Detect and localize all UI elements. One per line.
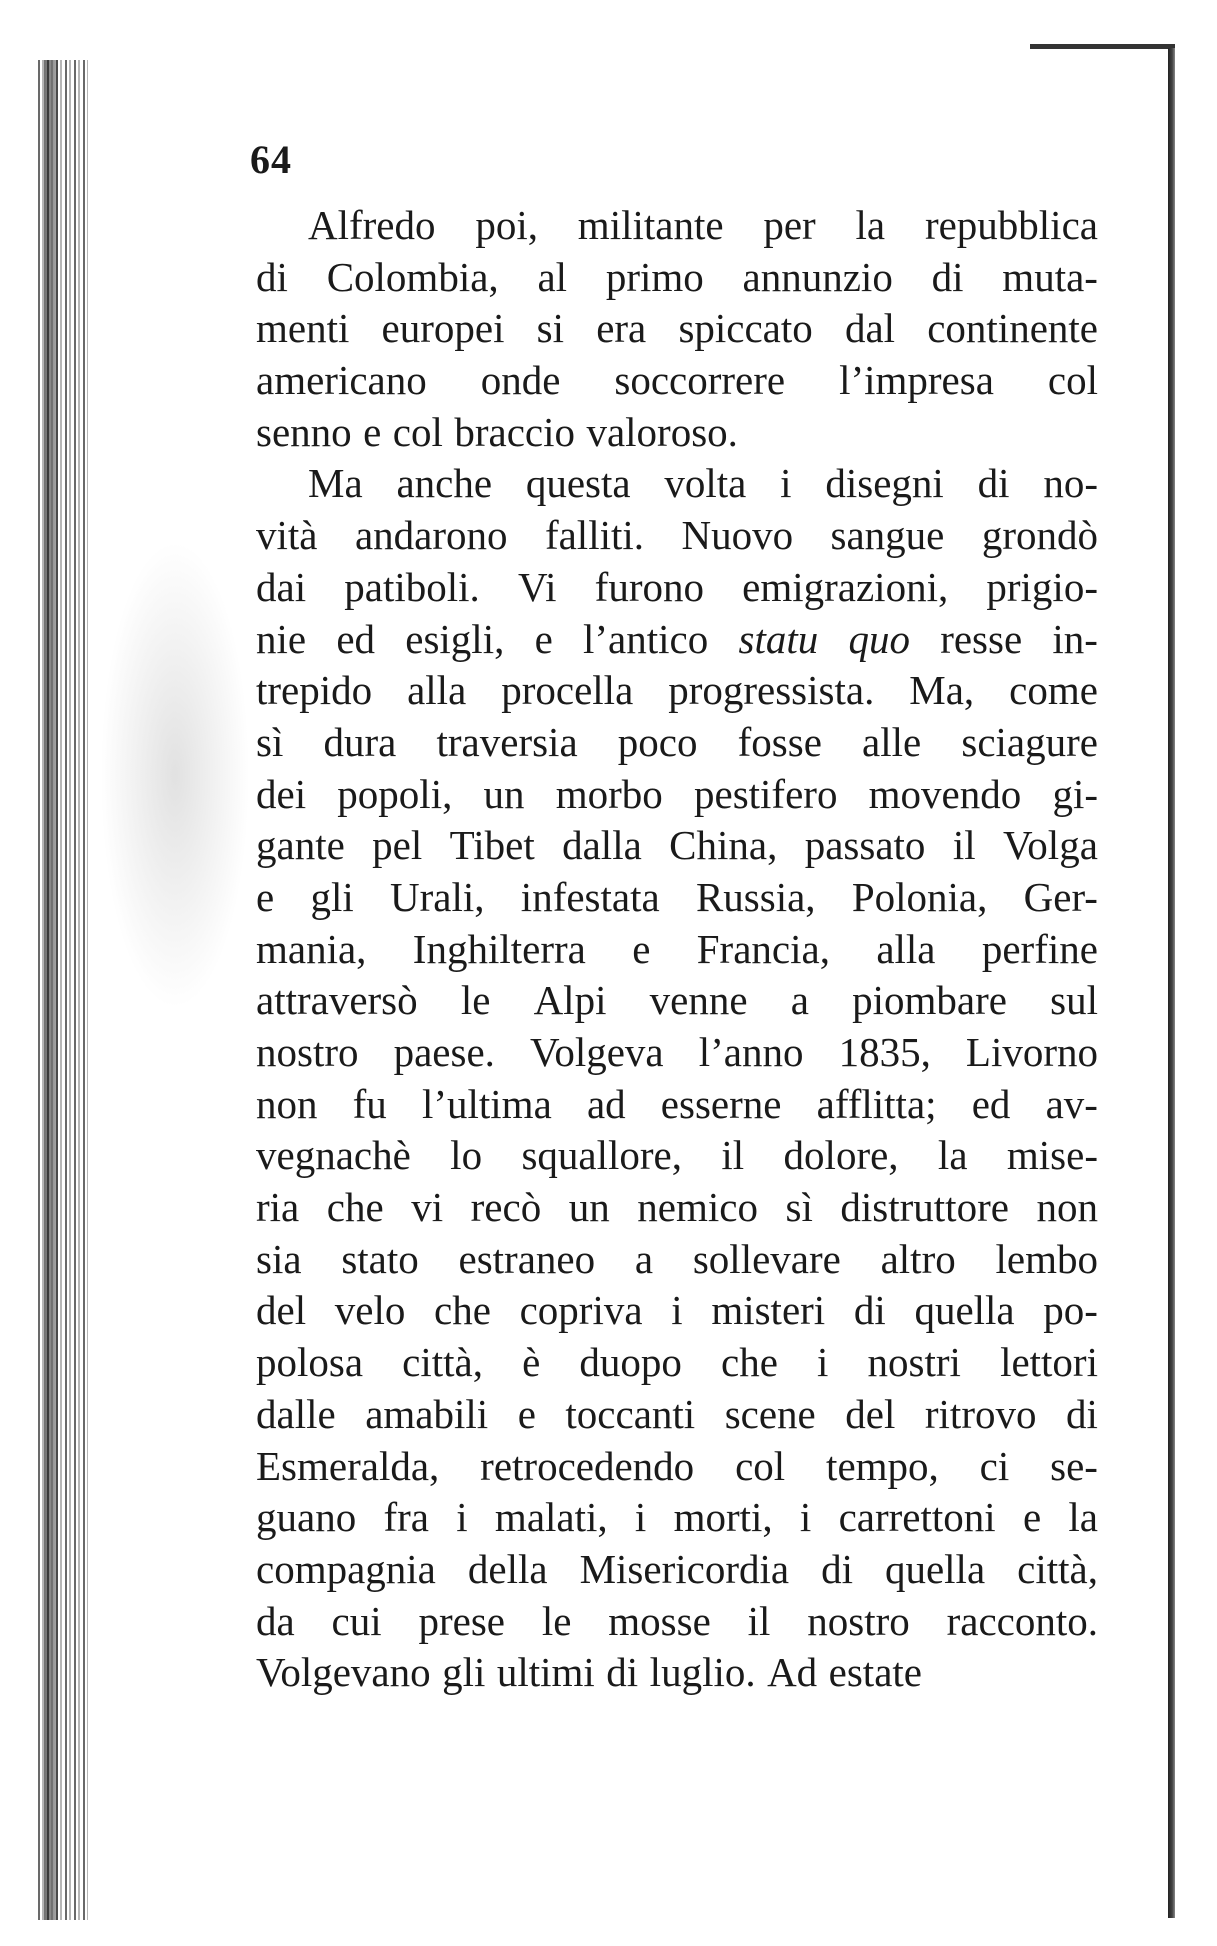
word: le bbox=[541, 1597, 572, 1644]
word: a bbox=[790, 977, 809, 1024]
word: progressista. bbox=[668, 667, 875, 714]
word: distruttore bbox=[840, 1184, 1009, 1231]
text-line bbox=[256, 820, 1098, 872]
word: morti, bbox=[673, 1494, 773, 1541]
text-line bbox=[256, 1544, 1098, 1596]
word: vi bbox=[411, 1184, 444, 1231]
word: falliti. bbox=[544, 512, 645, 559]
word: quo bbox=[848, 615, 910, 662]
word: dal bbox=[844, 305, 896, 352]
word: cui bbox=[331, 1597, 382, 1644]
word: città, bbox=[402, 1339, 483, 1386]
word: i bbox=[671, 1287, 683, 1334]
word: i bbox=[780, 460, 792, 507]
word: amabili bbox=[365, 1390, 489, 1437]
word: lettori bbox=[1000, 1339, 1098, 1386]
word: è bbox=[522, 1339, 541, 1386]
word: i bbox=[817, 1339, 829, 1386]
word: anche bbox=[396, 460, 493, 507]
word: prese bbox=[418, 1597, 505, 1644]
word: repubblica bbox=[924, 202, 1098, 248]
word: movendo bbox=[868, 770, 1022, 817]
word: dalla bbox=[562, 822, 642, 869]
text-line bbox=[256, 614, 1098, 666]
word: altro bbox=[880, 1235, 956, 1282]
word: Volgeva bbox=[530, 1029, 664, 1075]
page-edge-top bbox=[1030, 44, 1175, 49]
text-line bbox=[256, 1647, 1098, 1699]
word: soccorrere bbox=[614, 357, 786, 404]
word: luglio. bbox=[649, 1649, 756, 1696]
word: e bbox=[363, 408, 382, 455]
word: misteri bbox=[711, 1287, 826, 1334]
word: av- bbox=[1045, 1080, 1098, 1127]
word: e bbox=[256, 873, 275, 920]
text-line bbox=[256, 1130, 1098, 1182]
word: Alpi bbox=[533, 977, 607, 1024]
word: si bbox=[536, 305, 565, 352]
word: l’anno bbox=[698, 1029, 804, 1075]
word: primo bbox=[605, 253, 704, 300]
word: Nuovo bbox=[681, 512, 794, 559]
word: sul bbox=[1050, 977, 1098, 1024]
word: l’antico bbox=[583, 615, 709, 662]
word: i bbox=[634, 1494, 647, 1541]
text-line bbox=[256, 1027, 1098, 1079]
word: Ma bbox=[308, 460, 363, 507]
word: del bbox=[845, 1390, 896, 1437]
word: sì bbox=[256, 718, 284, 765]
word: un bbox=[483, 770, 525, 817]
word: l’impresa bbox=[839, 357, 994, 404]
text-line bbox=[256, 1234, 1098, 1286]
word: copriva bbox=[519, 1287, 643, 1334]
word: Ger- bbox=[1023, 873, 1098, 920]
word: procella bbox=[501, 667, 634, 714]
word: braccio bbox=[454, 408, 575, 455]
word: Volgevano bbox=[256, 1649, 431, 1696]
word: come bbox=[1009, 667, 1098, 714]
word: lo bbox=[450, 1132, 483, 1179]
word: alle bbox=[862, 718, 922, 765]
word: nostro bbox=[807, 1597, 910, 1644]
word: polosa bbox=[256, 1339, 364, 1386]
word: ed bbox=[971, 1080, 1011, 1127]
word: muta- bbox=[1002, 253, 1098, 300]
word: carrettoni bbox=[838, 1494, 996, 1541]
bleed-through-stain bbox=[100, 540, 250, 1010]
word: lembo bbox=[995, 1235, 1098, 1282]
text-line bbox=[256, 510, 1098, 562]
word: sì bbox=[785, 1184, 813, 1231]
text-line bbox=[256, 458, 1098, 510]
word: di bbox=[821, 1545, 853, 1592]
word: statu bbox=[738, 615, 819, 662]
word: toccanti bbox=[565, 1390, 696, 1437]
word: le bbox=[460, 977, 491, 1024]
word: infestata bbox=[520, 873, 660, 920]
word: europei bbox=[381, 305, 505, 352]
word: dei bbox=[256, 770, 307, 817]
word: del bbox=[256, 1287, 307, 1334]
word: mise- bbox=[1006, 1132, 1098, 1179]
text-line bbox=[256, 407, 1098, 459]
word: Urali, bbox=[390, 873, 485, 920]
word: ed bbox=[336, 615, 376, 662]
text-line bbox=[256, 355, 1098, 407]
word: afflitta; bbox=[816, 1080, 937, 1127]
word: della bbox=[467, 1545, 548, 1592]
word: resse bbox=[940, 615, 1023, 662]
word: esigli, bbox=[405, 615, 505, 662]
word: estraneo bbox=[458, 1235, 596, 1282]
word: il bbox=[952, 822, 976, 869]
word: vegnachè bbox=[256, 1132, 411, 1179]
text-line bbox=[256, 303, 1098, 355]
word: la bbox=[937, 1132, 968, 1179]
text-line bbox=[256, 1441, 1098, 1493]
word: traversia bbox=[436, 718, 578, 765]
word: fu bbox=[352, 1080, 387, 1127]
word: di bbox=[853, 1287, 886, 1334]
word: il bbox=[747, 1597, 771, 1644]
word: il bbox=[721, 1132, 745, 1179]
word: velo bbox=[334, 1287, 406, 1334]
word: e bbox=[632, 925, 651, 972]
text-line bbox=[256, 1337, 1098, 1389]
word: trepido bbox=[256, 667, 373, 714]
word: Tibet bbox=[449, 822, 535, 869]
word: Ma, bbox=[909, 667, 975, 714]
word: stato bbox=[341, 1235, 419, 1282]
word: andarono bbox=[354, 512, 508, 559]
word: col bbox=[392, 408, 443, 455]
word: fosse bbox=[737, 718, 822, 765]
word: dalle bbox=[256, 1390, 336, 1437]
text-line bbox=[256, 252, 1098, 304]
word: Inghilterra bbox=[412, 925, 586, 972]
text-line bbox=[256, 665, 1098, 717]
word: nostro bbox=[256, 1029, 359, 1075]
word: senno bbox=[256, 408, 352, 455]
text-line bbox=[256, 924, 1098, 976]
word: 1835, bbox=[838, 1029, 931, 1075]
word: grondò bbox=[981, 512, 1098, 559]
word: Esmeralda, bbox=[256, 1442, 440, 1489]
word: nie bbox=[256, 615, 307, 662]
word: sangue bbox=[830, 512, 945, 559]
word: i bbox=[799, 1494, 812, 1541]
text-line bbox=[256, 717, 1098, 769]
word: passato bbox=[804, 822, 926, 869]
word: continente bbox=[927, 305, 1098, 352]
word: Alfredo bbox=[308, 202, 436, 248]
text-line bbox=[256, 1182, 1098, 1234]
word: mania, bbox=[256, 925, 367, 972]
word: esserne bbox=[660, 1080, 782, 1127]
word: sollevare bbox=[692, 1235, 841, 1282]
text-line bbox=[256, 562, 1098, 614]
word: venne bbox=[649, 977, 748, 1024]
word: mosse bbox=[608, 1597, 711, 1644]
word: pel bbox=[372, 822, 423, 869]
word: pestifero bbox=[694, 770, 838, 817]
body-text bbox=[256, 200, 1098, 1699]
word: ad bbox=[586, 1080, 626, 1127]
word: che bbox=[434, 1287, 491, 1334]
text-line bbox=[256, 1285, 1098, 1337]
word: guano bbox=[256, 1494, 357, 1541]
page-number: 64 bbox=[250, 137, 292, 182]
text-line bbox=[256, 872, 1098, 924]
word: emigrazioni, bbox=[742, 563, 949, 610]
text-line bbox=[256, 1389, 1098, 1441]
word: popoli, bbox=[337, 770, 453, 817]
word: poco bbox=[617, 718, 698, 765]
word: gli bbox=[310, 873, 354, 920]
word: morbo bbox=[555, 770, 663, 817]
word: paese. bbox=[393, 1029, 495, 1075]
word: americano bbox=[256, 357, 427, 404]
word: quella bbox=[914, 1287, 1015, 1334]
word: dura bbox=[323, 718, 397, 765]
word: volta bbox=[664, 460, 747, 507]
text-line bbox=[256, 769, 1098, 821]
word: la bbox=[1068, 1494, 1098, 1541]
word: di bbox=[977, 460, 1010, 507]
word: al bbox=[537, 253, 568, 300]
word: poi, bbox=[475, 202, 538, 248]
word: che bbox=[721, 1339, 778, 1386]
text-line bbox=[256, 200, 1098, 252]
word: estate bbox=[828, 1649, 922, 1696]
word: annunzio bbox=[742, 253, 893, 300]
word: ritrovo bbox=[924, 1390, 1037, 1437]
word: malati, bbox=[494, 1494, 608, 1541]
text-line bbox=[256, 1492, 1098, 1544]
word: tempo, bbox=[826, 1442, 939, 1489]
word: ultimi bbox=[496, 1649, 595, 1696]
word: alla bbox=[876, 925, 936, 972]
word: e bbox=[534, 615, 553, 662]
word: per bbox=[763, 202, 816, 248]
word: la bbox=[855, 202, 886, 248]
word: retrocedendo bbox=[480, 1442, 695, 1489]
word: nemico bbox=[637, 1184, 758, 1231]
word: perfine bbox=[981, 925, 1098, 972]
text-line bbox=[256, 1079, 1098, 1131]
word: dolore, bbox=[783, 1132, 899, 1179]
word: di bbox=[606, 1649, 639, 1696]
word: in- bbox=[1052, 615, 1098, 662]
word: racconto. bbox=[946, 1597, 1098, 1644]
word: vità bbox=[256, 512, 318, 559]
word: patiboli. bbox=[344, 563, 480, 610]
word: gante bbox=[256, 822, 345, 869]
word: non bbox=[1036, 1184, 1098, 1231]
word: attraversò bbox=[256, 977, 418, 1024]
word: sia bbox=[256, 1235, 302, 1282]
word: nostri bbox=[867, 1339, 961, 1386]
word: gi- bbox=[1052, 770, 1098, 817]
word: quella bbox=[884, 1545, 986, 1592]
word: prigio- bbox=[986, 563, 1098, 610]
word: spiccato bbox=[678, 305, 813, 352]
word: squallore, bbox=[521, 1132, 682, 1179]
word: che bbox=[326, 1184, 384, 1231]
word: dai bbox=[256, 563, 307, 610]
word: e bbox=[517, 1390, 536, 1437]
word: di bbox=[1066, 1390, 1098, 1437]
word: valoroso. bbox=[586, 408, 738, 455]
word: i bbox=[456, 1494, 468, 1541]
word: città, bbox=[1017, 1545, 1098, 1592]
word: ci bbox=[979, 1442, 1010, 1489]
word: fra bbox=[383, 1494, 429, 1541]
word: Vi bbox=[517, 563, 557, 610]
word: scene bbox=[724, 1390, 816, 1437]
word: militante bbox=[577, 202, 724, 248]
word: Volga bbox=[1002, 822, 1098, 869]
word: alla bbox=[407, 667, 467, 714]
word: Ad bbox=[767, 1649, 818, 1696]
word: da bbox=[256, 1597, 295, 1644]
word: po- bbox=[1043, 1287, 1098, 1334]
word: disegni bbox=[825, 460, 944, 507]
word: un bbox=[568, 1184, 610, 1231]
text-line bbox=[256, 1596, 1098, 1648]
word: piombare bbox=[852, 977, 1007, 1024]
word: no- bbox=[1043, 460, 1098, 507]
word: recò bbox=[470, 1184, 542, 1231]
text-line bbox=[256, 975, 1098, 1027]
word: onde bbox=[480, 357, 561, 404]
word: Colombia, bbox=[326, 253, 499, 300]
word: China, bbox=[669, 822, 778, 869]
word: gli bbox=[442, 1649, 486, 1696]
word: duopo bbox=[579, 1339, 682, 1386]
word: a bbox=[634, 1235, 654, 1282]
word: Russia, bbox=[695, 873, 816, 920]
word: Misericordia bbox=[579, 1545, 790, 1592]
word: di bbox=[256, 253, 288, 300]
word: Polonia, bbox=[851, 873, 988, 920]
word: sciagure bbox=[961, 718, 1098, 765]
word: l’ultima bbox=[421, 1080, 552, 1127]
word: se- bbox=[1050, 1442, 1098, 1489]
word: Francia, bbox=[696, 925, 830, 972]
word: non bbox=[256, 1080, 318, 1127]
page-edge-right bbox=[1168, 48, 1175, 1918]
word: col bbox=[1047, 357, 1098, 404]
word: furono bbox=[594, 563, 704, 610]
word: questa bbox=[525, 460, 631, 507]
word: col bbox=[735, 1442, 786, 1489]
binding-edge bbox=[38, 60, 88, 1920]
word: era bbox=[596, 305, 647, 352]
word: ria bbox=[256, 1184, 300, 1231]
word: e bbox=[1022, 1494, 1042, 1541]
word: Livorno bbox=[965, 1029, 1098, 1075]
word: compagnia bbox=[256, 1545, 436, 1592]
word: menti bbox=[256, 305, 350, 352]
word: di bbox=[931, 253, 964, 300]
